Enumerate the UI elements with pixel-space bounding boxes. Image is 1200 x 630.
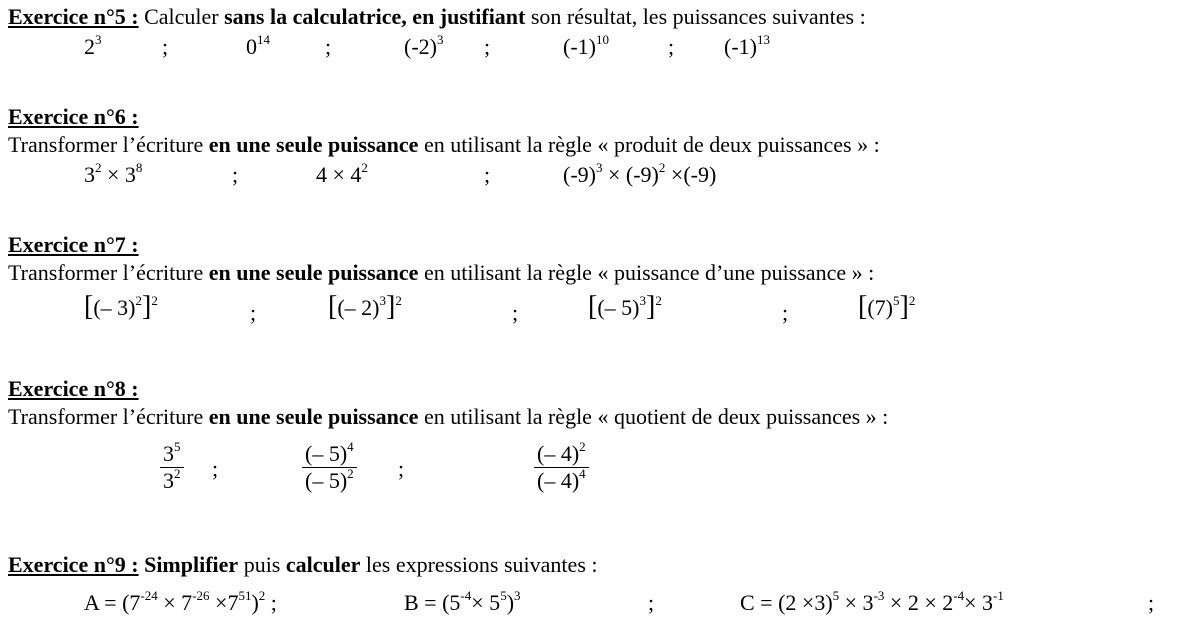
ex5-sep: ; [668,34,675,59]
ex5-title: Exercice n°5 : [8,4,139,29]
ex5-text-3: son résultat, les puissances suivantes : [530,4,866,29]
ex6-statement: Transformer l’écriture en une seule puissance en utilisant la règle « produit de deux puissances » : [8,132,880,157]
ex6-sep: ; [484,162,491,187]
ex7-expr-4: $[(7)^5]^2$ [858,291,916,322]
ex6-sep: ; [232,162,239,187]
ex8-sep: ; [212,456,219,481]
ex5-text-1: Calculer [144,4,219,29]
ex5-sep: ; [484,34,491,59]
ex5-sep: ; [162,34,169,59]
ex5-item-1: $2^3$ [84,32,102,59]
ex9-sep: ; [1148,590,1155,615]
ex7-statement: Transformer l’écriture en une seule puissance en utilisant la règle « puissance d’une puissance » : [8,260,875,285]
ex7-expr-2: [(– 2)$^3$]$^2$ [328,291,402,322]
ex6-expr-2: $4 \times 4^2$ [316,160,368,187]
ex8-title-line [8,376,139,402]
ex5-item-3: $(-2)^3$ [404,32,444,59]
ex9-expr-C: $C = (2 \times 3)^5 \times 3^{-3} \times 2 \times 2^{-4}\times 3^{-1}$ [740,588,1004,615]
ex5-item-5: $(-1)^{13}$ [724,32,770,59]
ex6-title-line [8,104,139,130]
ex9-statement: Exercice n°9 : Simplifier puis calculer les expressions suivantes : [8,552,598,577]
ex6-title: Exercice n°6 : [8,104,139,129]
ex8-statement: Transformer l’écriture en une seule puissance en utilisant la règle « quotient de deux puissances » : [8,404,889,429]
ex6-expr-3: $(-9)^3 \times (-9)^2 \times(-9)$ [563,160,717,187]
ex7-expr-3: [(– 5)$^3$]$^2$ [588,291,662,322]
ex9-title: Exercice n°9 : [8,552,139,577]
ex8-sep: ; [398,456,405,481]
ex8-fraction-1: $\frac{3^5}{3^2}$ [160,442,184,493]
ex9-expr-B: $B = (5^{-4}\times 5^5)^3$ [404,588,521,615]
ex8-fraction-2: $\frac{(- 5)^4}{(- 5)^2}$ [302,442,357,493]
ex9-sep: ; [648,590,655,615]
ex5-item-4: $(-1)^{10}$ [563,32,609,59]
ex7-title: Exercice n°7 : [8,232,139,257]
ex7-sep: ; [512,300,519,325]
ex6-expr-1: $3^2 \times 3^8$ [84,160,143,187]
ex7-sep: ; [782,300,789,325]
ex5-text-2: sans la calculatrice, en justifiant [224,4,526,29]
ex8-title: Exercice n°8 : [8,376,139,401]
ex9-expr-A: $A = (7^{-24} \times 7^{-26} \times 7^{51})^2$ ; [84,588,277,615]
ex8-fraction-3: $\frac{(- 4)^2}{(- 4)^4}$ [534,442,589,493]
ex7-sep: ; [250,300,257,325]
ex5-statement [8,4,866,30]
ex5-item-2: $0^{14}$ [246,32,270,59]
ex7-title-line [8,232,139,258]
ex5-sep: ; [325,34,332,59]
ex7-expr-1: [(– 3)$^2$]$^2$ [84,291,158,322]
